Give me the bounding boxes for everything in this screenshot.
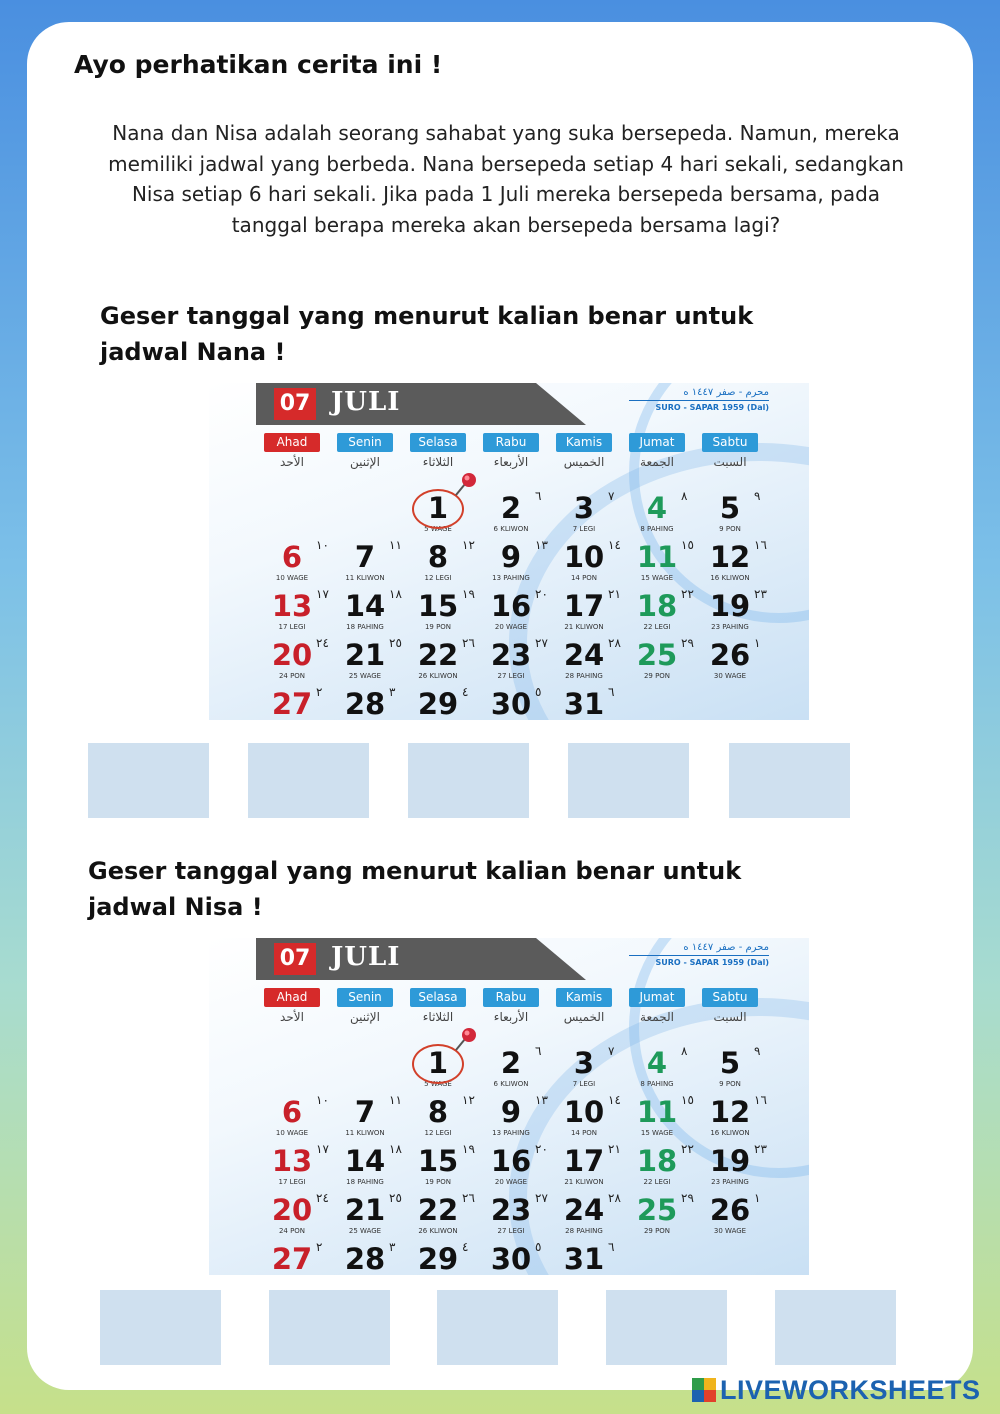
pasaran-label: 10 WAGE <box>275 1129 309 1137</box>
day-arabic-label: الثلاثاء <box>422 455 454 469</box>
date-number: 20 <box>271 1193 313 1227</box>
pasaran-label: 25 WAGE <box>348 1227 382 1235</box>
month-name: JULI <box>331 387 401 417</box>
date-number: 16 <box>490 589 532 623</box>
pasaran-label: 17 LEGI <box>278 623 306 631</box>
calendar-date-25 <box>631 1193 701 1239</box>
calendar-date-21 <box>339 638 409 684</box>
hijri-date: ١٥ <box>681 1093 694 1107</box>
calendar-date-14 <box>339 589 409 635</box>
drop-zone-box[interactable] <box>88 743 209 818</box>
hijri-date: ٢١ <box>608 587 621 601</box>
date-number: 30 <box>490 687 532 720</box>
hijri-date: ١٣ <box>535 1093 548 1107</box>
date-number: 25 <box>636 638 678 672</box>
hijri-date: ٢٤ <box>316 636 329 650</box>
calendar-date-8 <box>412 1095 482 1141</box>
date-number: 2 <box>500 491 522 525</box>
day-arabic-label: الخميس <box>563 1010 605 1024</box>
month-name: JULI <box>331 942 401 972</box>
calendar-date-5 <box>704 1046 774 1092</box>
date-number: 6 <box>281 1095 303 1129</box>
calendar-date-20 <box>266 638 336 684</box>
calendar-date-23 <box>485 1193 555 1239</box>
day-arabic-label: الثلاثاء <box>422 1010 454 1024</box>
pasaran-label: 13 PAHING <box>492 1129 530 1137</box>
pasaran-label: 24 PON <box>278 1227 306 1235</box>
calendar-date-17 <box>558 589 628 635</box>
calendar-date-3 <box>558 491 628 537</box>
pasaran-label: 24 PON <box>278 672 306 680</box>
day-arabic-label: الأربعاء <box>493 1010 529 1024</box>
hijri-date: ١٠ <box>316 538 329 552</box>
pasaran-label: 23 PAHING <box>711 623 749 631</box>
hijri-date: ١٧ <box>316 587 329 601</box>
calendar-date-29 <box>412 687 482 720</box>
calendar-date-19 <box>704 1144 774 1190</box>
pasaran-label: 18 PAHING <box>346 1178 384 1186</box>
date-number: 4 <box>646 491 668 525</box>
date-number: 5 <box>719 1046 741 1080</box>
day-arabic-label: السبت <box>713 1010 747 1024</box>
drop-zone-box[interactable] <box>269 1290 390 1365</box>
pasaran-label: 15 WAGE <box>640 574 674 582</box>
date-number: 26 <box>709 1193 751 1227</box>
hijri-date: ٢٩ <box>681 1191 694 1205</box>
hijri-date: ٩ <box>754 489 761 503</box>
calendar-date-6 <box>266 1095 336 1141</box>
calendar-date-3 <box>558 1046 628 1092</box>
hijri-date: ٦ <box>608 1240 615 1254</box>
day-header-ahad: Ahad <box>264 433 320 452</box>
calendar-date-7 <box>339 1095 409 1141</box>
pasaran-label: 5 WAGE <box>424 525 452 533</box>
drop-zone-box[interactable] <box>729 743 850 818</box>
hijri-date: ٢٠ <box>535 587 548 601</box>
pasaran-label: 21 KLIWON <box>564 1178 604 1186</box>
date-number: 1 <box>427 491 449 525</box>
date-number: 3 <box>573 1046 595 1080</box>
date-number: 30 <box>490 1242 532 1275</box>
date-number: 2 <box>500 1046 522 1080</box>
date-number: 27 <box>271 1242 313 1275</box>
pasaran-label: 8 PAHING <box>640 1080 674 1088</box>
pasaran-label: 8 PAHING <box>640 525 674 533</box>
date-number: 9 <box>500 1095 522 1129</box>
hijri-date: ٨ <box>681 489 688 503</box>
calendar-date-2 <box>485 1046 555 1092</box>
hijri-label <box>629 387 769 412</box>
hijri-date: ٢٣ <box>754 1142 767 1156</box>
date-number: 31 <box>563 687 605 720</box>
pushpin-icon <box>450 469 480 499</box>
calendar-date-4 <box>631 1046 701 1092</box>
date-number: 28 <box>344 687 386 720</box>
pasaran-label: 18 PAHING <box>346 623 384 631</box>
hijri-date: ٢٤ <box>316 1191 329 1205</box>
date-number: 14 <box>344 1144 386 1178</box>
pushpin-icon <box>450 1024 480 1054</box>
date-number: 11 <box>636 1095 678 1129</box>
hijri-date: ٣ <box>389 685 396 699</box>
pasaran-label: 26 KLIWON <box>418 672 458 680</box>
calendar-date-28 <box>339 1242 409 1275</box>
calendar-date-30 <box>485 1242 555 1275</box>
date-number: 29 <box>417 1242 459 1275</box>
calendar-date-9 <box>485 540 555 586</box>
hijri-label <box>629 942 769 967</box>
calendar-date-24 <box>558 638 628 684</box>
hijri-date: ٦ <box>535 1044 542 1058</box>
day-header-ahad: Ahad <box>264 988 320 1007</box>
day-header-kamis: Kamis <box>556 433 612 452</box>
date-number: 7 <box>354 1095 376 1129</box>
date-number: 25 <box>636 1193 678 1227</box>
date-number: 21 <box>344 638 386 672</box>
hijri-date: ٢٢ <box>681 1142 694 1156</box>
hijri-date: ١٥ <box>681 538 694 552</box>
hijri-date: ١ <box>754 1191 761 1205</box>
pasaran-label: 7 LEGI <box>572 1080 596 1088</box>
pasaran-label: 30 WAGE <box>713 1227 747 1235</box>
date-number: 6 <box>281 540 303 574</box>
pasaran-label: 15 WAGE <box>640 1129 674 1137</box>
date-number: 21 <box>344 1193 386 1227</box>
calendar-date-28 <box>339 687 409 720</box>
calendar-date-13 <box>266 589 336 635</box>
date-number: 11 <box>636 540 678 574</box>
date-number: 17 <box>563 1144 605 1178</box>
calendar-date-29 <box>412 1242 482 1275</box>
calendar-header <box>256 938 556 980</box>
date-number: 16 <box>490 1144 532 1178</box>
date-number: 14 <box>344 589 386 623</box>
hijri-date: ١٢ <box>462 1093 475 1107</box>
day-arabic-label: الإثنين <box>350 1010 380 1024</box>
hijri-date: ٢٢ <box>681 587 694 601</box>
pasaran-label: 19 PON <box>424 1178 452 1186</box>
hijri-date: ٧ <box>608 489 615 503</box>
hijri-date: ٢٨ <box>608 1191 621 1205</box>
day-header-senin: Senin <box>337 433 393 452</box>
calendar-date-22 <box>412 1193 482 1239</box>
pasaran-label: 14 PON <box>570 574 598 582</box>
pasaran-label: 27 LEGI <box>497 672 525 680</box>
hijri-date: ١٤ <box>608 538 621 552</box>
hijri-date: ٦ <box>608 685 615 699</box>
logo-text: LIVEWORKSHEETS <box>720 1374 981 1405</box>
calendar-date-7 <box>339 540 409 586</box>
hijri-date: ٢٥ <box>389 636 402 650</box>
calendar-date-18 <box>631 589 701 635</box>
date-number: 8 <box>427 1095 449 1129</box>
date-number: 19 <box>709 589 751 623</box>
drop-zone-box[interactable] <box>248 743 369 818</box>
pasaran-label: 10 WAGE <box>275 574 309 582</box>
instruction-nisa: Geser tanggal yang menurut kalian benar untuk jadwal Nisa ! <box>88 857 742 921</box>
pasaran-label: 7 LEGI <box>572 525 596 533</box>
liveworksheets-logo-icon <box>692 1378 716 1402</box>
hijri-date: ٢ <box>316 1240 323 1254</box>
date-number: 15 <box>417 589 459 623</box>
calendar-date-19 <box>704 589 774 635</box>
calendar-date-27 <box>266 1242 336 1275</box>
drop-zone-box[interactable] <box>100 1290 221 1365</box>
drop-zone-box[interactable] <box>775 1290 896 1365</box>
day-header-kamis: Kamis <box>556 988 612 1007</box>
day-header-rabu: Rabu <box>483 988 539 1007</box>
day-header-sabtu: Sabtu <box>702 433 758 452</box>
hijri-date: ١١ <box>389 538 402 552</box>
day-arabic-label: الجمعة <box>640 455 674 469</box>
hijri-date: ٢٧ <box>535 1191 548 1205</box>
pasaran-label: 14 PON <box>570 1129 598 1137</box>
hijri-date: ١٩ <box>462 587 475 601</box>
date-number: 4 <box>646 1046 668 1080</box>
date-number: 18 <box>636 589 678 623</box>
day-arabic-label: الإثنين <box>350 455 380 469</box>
pasaran-label: 28 PAHING <box>565 672 603 680</box>
date-number: 31 <box>563 1242 605 1275</box>
calendar-date-23 <box>485 638 555 684</box>
hijri-date: ٨ <box>681 1044 688 1058</box>
drop-zone-box[interactable] <box>606 1290 727 1365</box>
calendar-date-11 <box>631 540 701 586</box>
pasaran-label: 27 LEGI <box>497 1227 525 1235</box>
pasaran-label: 20 WAGE <box>494 1178 528 1186</box>
calendar-date-18 <box>631 1144 701 1190</box>
calendar-date-14 <box>339 1144 409 1190</box>
pasaran-label: 12 LEGI <box>424 574 452 582</box>
hijri-date: ٢٥ <box>389 1191 402 1205</box>
pasaran-label: 22 LEGI <box>643 623 671 631</box>
hijri-date: ١٨ <box>389 587 402 601</box>
hijri-date: ٢٨ <box>608 636 621 650</box>
calendar-date-4 <box>631 491 701 537</box>
story-paragraph: Nana dan Nisa adalah seorang sahabat yang suka bersepeda. Namun, mereka memiliki jadwal yang berbeda. Nana bersepeda setiap 4 hari sekali, sedangkan Nisa setiap 6 hari sekali. Jika pada 1 Juli mereka bersepeda bersama, pada tanggal berapa mereka akan bersepeda bersama lagi? <box>108 121 904 237</box>
day-header-selasa: Selasa <box>410 988 466 1007</box>
calendar-date-31 <box>558 1242 628 1275</box>
day-header-jumat: Jumat <box>629 988 685 1007</box>
pasaran-label: 16 KLIWON <box>710 1129 750 1137</box>
pasaran-label: 19 PON <box>424 623 452 631</box>
javanese-label: SURO - SAPAR 1959 (Dal) <box>655 403 769 412</box>
hijri-date: ٤ <box>462 1240 469 1254</box>
calendar-date-2 <box>485 491 555 537</box>
calendar-date-6 <box>266 540 336 586</box>
hijri-date: ٣ <box>389 1240 396 1254</box>
month-number: 07 <box>274 943 316 975</box>
calendar-header <box>256 383 556 425</box>
date-number: 5 <box>719 491 741 525</box>
hijri-date: ١٩ <box>462 1142 475 1156</box>
day-arabic-label: الأحد <box>280 455 304 469</box>
calendar-date-12 <box>704 540 774 586</box>
date-number: 28 <box>344 1242 386 1275</box>
day-header-selasa: Selasa <box>410 433 466 452</box>
date-number: 26 <box>709 638 751 672</box>
day-arabic-label: الجمعة <box>640 1010 674 1024</box>
drop-zone-box[interactable] <box>568 743 689 818</box>
pasaran-label: 25 WAGE <box>348 672 382 680</box>
pasaran-label: 9 PON <box>719 525 741 533</box>
javanese-label: SURO - SAPAR 1959 (Dal) <box>655 958 769 967</box>
day-header-senin: Senin <box>337 988 393 1007</box>
pasaran-label: 9 PON <box>719 1080 741 1088</box>
liveworksheets-logo <box>692 1373 981 1407</box>
calendar-nana <box>209 383 809 720</box>
pasaran-label: 22 LEGI <box>643 1178 671 1186</box>
date-number: 1 <box>427 1046 449 1080</box>
date-number: 29 <box>417 687 459 720</box>
hijri-date: ٥ <box>535 685 542 699</box>
calendar-date-15 <box>412 589 482 635</box>
date-number: 22 <box>417 1193 459 1227</box>
hijri-date: ٩ <box>754 1044 761 1058</box>
hijri-date: ١٢ <box>462 538 475 552</box>
drop-zone-box[interactable] <box>408 743 529 818</box>
date-number: 10 <box>563 540 605 574</box>
hijri-date: ٢٧ <box>535 636 548 650</box>
calendar-nisa <box>209 938 809 1275</box>
calendar-date-10 <box>558 1095 628 1141</box>
date-number: 9 <box>500 540 522 574</box>
hijri-date: ٤ <box>462 685 469 699</box>
pasaran-label: 17 LEGI <box>278 1178 306 1186</box>
pasaran-label: 5 WAGE <box>424 1080 452 1088</box>
hijri-date: ١١ <box>389 1093 402 1107</box>
drop-zone-box[interactable] <box>437 1290 558 1365</box>
hijri-date: ١٣ <box>535 538 548 552</box>
pasaran-label: 11 KLIWON <box>345 1129 385 1137</box>
day-arabic-label: السبت <box>713 455 747 469</box>
hijri-arabic: محرم - صفر ١٤٤٧ ه <box>683 942 769 953</box>
calendar-date-12 <box>704 1095 774 1141</box>
date-number: 8 <box>427 540 449 574</box>
calendar-date-25 <box>631 638 701 684</box>
hijri-date: ١ <box>754 636 761 650</box>
pasaran-label: 29 PON <box>643 1227 671 1235</box>
date-number: 7 <box>354 540 376 574</box>
hijri-date: ١٦ <box>754 538 767 552</box>
hijri-date: ١٧ <box>316 1142 329 1156</box>
calendar-date-27 <box>266 687 336 720</box>
hijri-date: ١٦ <box>754 1093 767 1107</box>
calendar-date-8 <box>412 540 482 586</box>
pasaran-label: 30 WAGE <box>713 672 747 680</box>
pasaran-label: 23 PAHING <box>711 1178 749 1186</box>
page-title: Ayo perhatikan cerita ini ! <box>74 50 443 79</box>
month-number: 07 <box>274 388 316 420</box>
calendar-date-16 <box>485 589 555 635</box>
date-number: 17 <box>563 589 605 623</box>
date-number: 3 <box>573 491 595 525</box>
hijri-date: ٢ <box>316 685 323 699</box>
day-arabic-label: الأربعاء <box>493 455 529 469</box>
pasaran-label: 20 WAGE <box>494 623 528 631</box>
hijri-date: ٢٦ <box>462 636 475 650</box>
hijri-date: ١٤ <box>608 1093 621 1107</box>
calendar-date-24 <box>558 1193 628 1239</box>
date-number: 10 <box>563 1095 605 1129</box>
date-number: 19 <box>709 1144 751 1178</box>
day-header-rabu: Rabu <box>483 433 539 452</box>
calendar-date-16 <box>485 1144 555 1190</box>
instruction-nana: Geser tanggal yang menurut kalian benar untuk jadwal Nana ! <box>100 302 754 366</box>
pasaran-label: 28 PAHING <box>565 1227 603 1235</box>
hijri-date: ٢٠ <box>535 1142 548 1156</box>
date-number: 24 <box>563 1193 605 1227</box>
hijri-date: ١٠ <box>316 1093 329 1107</box>
calendar-date-15 <box>412 1144 482 1190</box>
day-arabic-label: الخميس <box>563 455 605 469</box>
calendar-date-9 <box>485 1095 555 1141</box>
hijri-divider <box>629 400 769 401</box>
date-number: 12 <box>709 1095 751 1129</box>
pasaran-label: 12 LEGI <box>424 1129 452 1137</box>
pasaran-label: 13 PAHING <box>492 574 530 582</box>
calendar-date-20 <box>266 1193 336 1239</box>
pasaran-label: 6 KLIWON <box>493 1080 529 1088</box>
calendar-date-10 <box>558 540 628 586</box>
hijri-divider <box>629 955 769 956</box>
hijri-date: ٢٣ <box>754 587 767 601</box>
pasaran-label: 16 KLIWON <box>710 574 750 582</box>
hijri-date: ٢٩ <box>681 636 694 650</box>
calendar-date-17 <box>558 1144 628 1190</box>
calendar-date-22 <box>412 638 482 684</box>
hijri-date: ٢١ <box>608 1142 621 1156</box>
hijri-arabic: محرم - صفر ١٤٤٧ ه <box>683 387 769 398</box>
date-number: 12 <box>709 540 751 574</box>
date-number: 13 <box>271 1144 313 1178</box>
calendar-date-26 <box>704 638 774 684</box>
calendar-date-11 <box>631 1095 701 1141</box>
day-arabic-label: الأحد <box>280 1010 304 1024</box>
date-number: 23 <box>490 638 532 672</box>
date-number: 18 <box>636 1144 678 1178</box>
hijri-date: ٥ <box>535 1240 542 1254</box>
date-number: 20 <box>271 638 313 672</box>
hijri-date: ١٨ <box>389 1142 402 1156</box>
date-number: 15 <box>417 1144 459 1178</box>
calendar-date-30 <box>485 687 555 720</box>
pasaran-label: 21 KLIWON <box>564 623 604 631</box>
calendar-date-31 <box>558 687 628 720</box>
date-number: 24 <box>563 638 605 672</box>
pasaran-label: 29 PON <box>643 672 671 680</box>
calendar-date-26 <box>704 1193 774 1239</box>
hijri-date: ٢٦ <box>462 1191 475 1205</box>
day-header-sabtu: Sabtu <box>702 988 758 1007</box>
date-number: 27 <box>271 687 313 720</box>
calendar-date-13 <box>266 1144 336 1190</box>
calendar-date-21 <box>339 1193 409 1239</box>
pasaran-label: 11 KLIWON <box>345 574 385 582</box>
date-number: 23 <box>490 1193 532 1227</box>
hijri-date: ٦ <box>535 489 542 503</box>
pasaran-label: 6 KLIWON <box>493 525 529 533</box>
hijri-date: ٧ <box>608 1044 615 1058</box>
date-number: 22 <box>417 638 459 672</box>
calendar-date-5 <box>704 491 774 537</box>
day-header-jumat: Jumat <box>629 433 685 452</box>
date-number: 13 <box>271 589 313 623</box>
pasaran-label: 26 KLIWON <box>418 1227 458 1235</box>
